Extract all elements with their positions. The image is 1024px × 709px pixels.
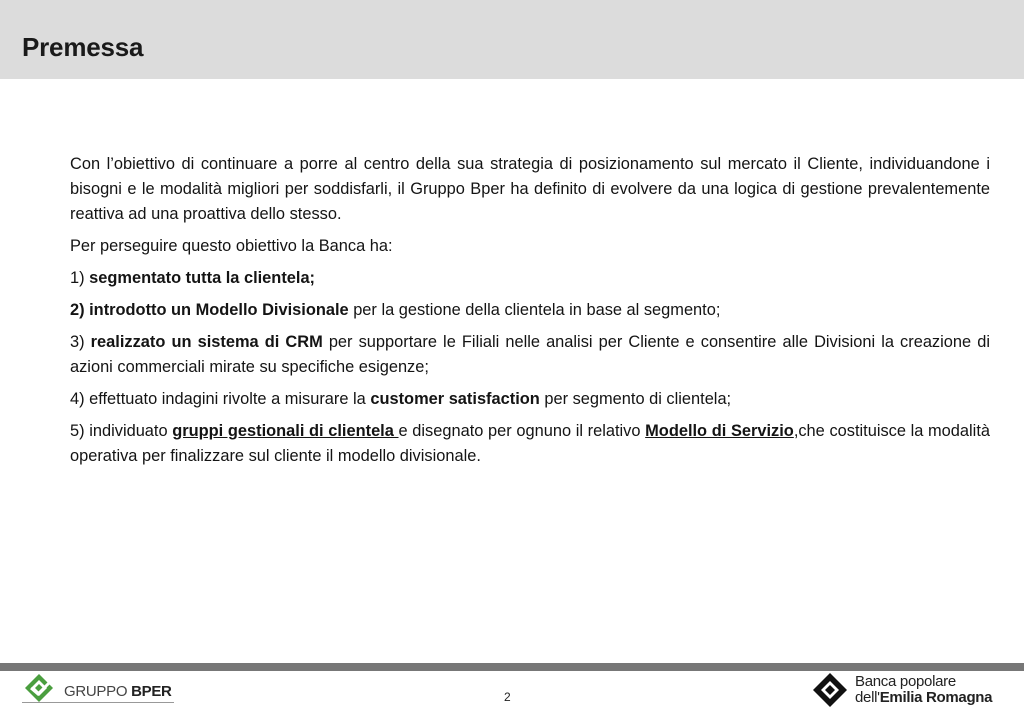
item-text: ,che costituisce la modalità operativa per finalizzare sul cliente il modello divisionale. xyxy=(70,422,990,465)
modello-servizio-link[interactable]: Modello di Servizio xyxy=(645,422,794,440)
slide-body xyxy=(70,152,990,476)
list-item xyxy=(70,387,990,412)
item-bold-text: segmentato tutta la clientela; xyxy=(89,269,316,287)
gruppo-bper-text: GRUPPO BPER xyxy=(64,683,172,700)
slide-header xyxy=(0,0,1024,79)
item-text: 5) individuato xyxy=(70,422,173,440)
logo-underline xyxy=(22,702,174,703)
list-item xyxy=(70,419,990,469)
list-item xyxy=(70,330,990,380)
slide-title: Premessa xyxy=(22,32,144,62)
list-item xyxy=(70,298,990,323)
intro-paragraph: Con l’obiettivo di continuare a porre al centro della sua strategia di posizionamento sul mercato il Cliente, individuandone i bisogni e le modalità migliori per soddisfarli, il Gruppo Bper ha definito di evolvere da una logica di gestione prevalentemente reattiva ad una proattiva dello stesso. xyxy=(70,155,990,223)
item-text: per segmento di clientela; xyxy=(539,390,732,408)
gruppi-gestionali-link[interactable]: gruppi gestionali di clientela xyxy=(172,422,399,440)
item-bold-text: realizzato un sistema di CRM xyxy=(90,333,323,351)
list-item xyxy=(70,266,990,291)
item-text: 4) effettuato indagini rivolte a misurare la xyxy=(70,390,371,408)
item-text: per la gestione della clientela in base al segmento; xyxy=(348,301,721,319)
item-text: per supportare le Filiali nelle analisi per Cliente e consentire alle Divisioni la creazione di azioni commerciali mirate su specifiche esigenze; xyxy=(70,333,990,376)
item-number: 3) xyxy=(70,333,91,351)
banca-popolare-text: Banca popolare dell'Emilia Romagna xyxy=(855,673,993,706)
gruppo-bper-logo xyxy=(22,672,177,706)
diamond-logo-icon xyxy=(812,672,848,708)
item-bold-text: customer satisfaction xyxy=(370,390,540,408)
page-number: 2 xyxy=(504,690,511,704)
item-bold-text: 2) introdotto un Modello Divisionale xyxy=(70,301,349,319)
footer-bar xyxy=(0,663,1024,671)
item-number: 1) xyxy=(70,269,90,287)
lead-paragraph: Per perseguire questo obiettivo la Banca ha: xyxy=(70,237,393,255)
banca-popolare-logo xyxy=(812,672,1012,708)
item-text: e disegnato per ognuno il relativo xyxy=(398,422,646,440)
bper-logo-icon xyxy=(22,672,60,704)
